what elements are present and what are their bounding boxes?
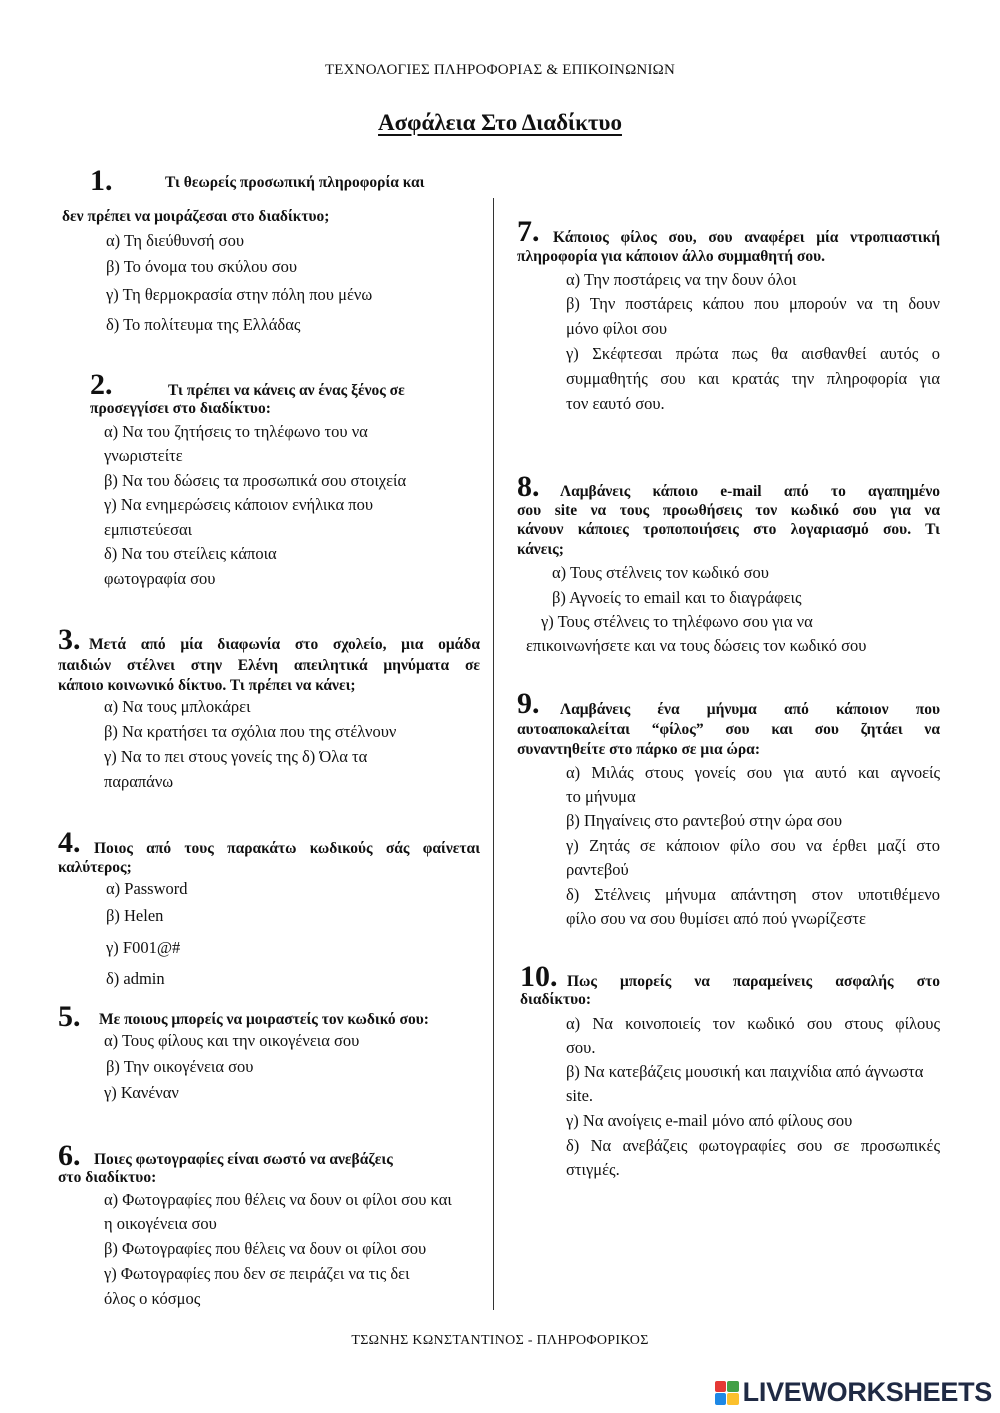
liveworksheets-logo-text: LIVEWORKSHEETS bbox=[742, 1377, 992, 1407]
logo-square bbox=[727, 1393, 739, 1405]
question-text: καλύτερος; bbox=[58, 859, 132, 876]
answer-option[interactable]: site. bbox=[566, 1086, 594, 1105]
question-text: διαδίκτυο: bbox=[520, 991, 592, 1008]
question-text: κάποιο κοινωνικό δίκτυο. Τι πρέπει να κάνει; bbox=[58, 677, 356, 694]
question-text: αυτοαποκαλείται “φίλος” σου και σου ζητάει να bbox=[517, 721, 940, 738]
question-text: Τι πρέπει να κάνεις αν ένας ξένος σε bbox=[168, 382, 405, 399]
answer-option[interactable]: α) Password bbox=[106, 879, 188, 898]
logo-square bbox=[727, 1381, 739, 1393]
answer-option[interactable]: β) Helen bbox=[106, 906, 164, 925]
answer-option[interactable]: α) Να κοινοποιείς τον κωδικό σου στους φίλους bbox=[566, 1014, 940, 1033]
answer-option[interactable]: επικοινωνήσετε και να τους δώσεις τον κωδικό σου bbox=[526, 636, 867, 655]
answer-option[interactable]: τον εαυτό σου. bbox=[566, 394, 665, 413]
answer-option[interactable]: α) Να του ζητήσεις το τηλέφωνο του να bbox=[104, 422, 368, 441]
answer-option[interactable]: γ) Σκέφτεσαι πρώτα πως θα αισθανθεί αυτός ο bbox=[566, 344, 940, 363]
question-number: 2. bbox=[90, 368, 113, 401]
question-number: 4. bbox=[58, 826, 81, 859]
question-number: 5. bbox=[58, 1000, 81, 1033]
answer-option[interactable]: εμπιστεύεσαι bbox=[104, 520, 193, 539]
question-text: Ποιος από τους παρακάτω κωδικούς σάς φαίνεται bbox=[94, 840, 480, 857]
question-text: προσεγγίσει στο διαδίκτυο: bbox=[90, 400, 271, 417]
answer-option[interactable]: γ) Ζητάς σε κάποιον φίλο σου να έρθει μαζί στο bbox=[566, 836, 940, 855]
question-text: παιδιών στέλνει στην Ελένη απειλητικά μηνύματα σε bbox=[58, 657, 480, 674]
question-number: 7. bbox=[517, 215, 540, 248]
question-text: Λαμβάνεις κάποιο e-mail από το αγαπημένο bbox=[560, 483, 940, 500]
answer-option[interactable]: όλος ο κόσμος bbox=[104, 1289, 201, 1308]
answer-option[interactable]: δ) Το πολίτευμα της Ελλάδας bbox=[106, 315, 301, 334]
answer-option[interactable]: β) Φωτογραφίες που θέλεις να δουν οι φίλοι σου bbox=[104, 1239, 427, 1258]
question-text: στο διαδίκτυο: bbox=[58, 1169, 157, 1186]
question-number: 3. bbox=[58, 623, 81, 656]
page-title bbox=[0, 110, 1000, 136]
answer-option[interactable]: β) Την ποστάρεις κάπου που μπορούν να τη δουν bbox=[566, 294, 940, 313]
question-text: Τι θεωρείς προσωπική πληροφορία και bbox=[165, 174, 425, 191]
answer-option[interactable]: σου. bbox=[566, 1038, 596, 1057]
question-number: 9. bbox=[517, 687, 540, 720]
answer-option[interactable]: γ) Φωτογραφίες που δεν σε πειράζει να τις δει bbox=[104, 1264, 410, 1283]
liveworksheets-logo[interactable] bbox=[715, 1379, 992, 1406]
answer-option[interactable]: β) Πηγαίνεις στο ραντεβού στην ώρα σου bbox=[566, 811, 843, 830]
question-text: κάνεις; bbox=[517, 541, 564, 558]
question-text: Μετά από μία διαφωνία στο σχολείο, μια ομάδα bbox=[89, 636, 480, 653]
answer-option[interactable]: μόνο φίλοι σου bbox=[566, 319, 668, 338]
question-text: κάνουν κάποιες τροποποιήσεις στο λογαριασμό σου. Τι bbox=[517, 521, 940, 538]
answer-option[interactable]: β) Αγνοείς το email και το διαγράφεις bbox=[552, 588, 802, 607]
answer-option[interactable]: γ) Κανέναν bbox=[104, 1083, 179, 1102]
question-text: πληροφορία για κάποιον άλλο συμμαθητή σου. bbox=[517, 248, 826, 265]
answer-option[interactable]: δ) admin bbox=[106, 969, 165, 988]
answer-option[interactable]: α) Τους φίλους και την οικογένεια σου bbox=[104, 1031, 360, 1050]
question-text: Λαμβάνεις ένα μήνυμα από κάποιον που bbox=[560, 701, 940, 718]
answer-option[interactable]: α) Φωτογραφίες που θέλεις να δουν οι φίλοι σου και bbox=[104, 1190, 452, 1209]
question-number: 10. bbox=[520, 960, 558, 993]
answer-option[interactable]: το μήνυμα bbox=[566, 787, 636, 806]
answer-option[interactable]: α) Μιλάς στους γονείς σου για αυτό και αγνοείς bbox=[566, 763, 940, 782]
answer-option[interactable]: β) Να του δώσεις τα προσωπικά σου στοιχεία bbox=[104, 471, 407, 490]
page-title-text: Ασφάλεια Στο Διαδίκτυο bbox=[378, 110, 622, 135]
answer-option[interactable]: α) Τους στέλνεις τον κωδικό σου bbox=[552, 563, 769, 582]
logo-square bbox=[715, 1393, 727, 1405]
answer-option[interactable]: συμμαθητής σου και κρατάς την πληροφορία για bbox=[566, 369, 940, 388]
answer-option[interactable]: δ) Στέλνεις μήνυμα απάντηση στον υποτιθέμενο bbox=[566, 885, 940, 904]
answer-option[interactable]: φίλο σου να σου θυμίσει από πού γνωρίζεστε bbox=[566, 909, 866, 928]
answer-option[interactable]: β) Την οικογένεια σου bbox=[106, 1057, 254, 1076]
answer-option[interactable]: γ) F001@# bbox=[106, 938, 181, 957]
answer-option[interactable]: γ) Να ενημερώσεις κάποιον ενήλικα που bbox=[104, 495, 374, 514]
question-text: Πως μπορείς να παραμείνεις ασφαλής στο bbox=[567, 973, 940, 990]
question-text: Με ποιους μπορείς να μοιραστείς τον κωδικό σου: bbox=[99, 1011, 429, 1028]
question-text: Κάποιος φίλος σου, σου αναφέρει μία ντροπιαστική bbox=[553, 229, 940, 246]
answer-option[interactable]: στιγμές. bbox=[566, 1160, 620, 1179]
answer-option[interactable]: β) Να κρατήσει τα σχόλια που της στέλνουν bbox=[104, 722, 397, 741]
answer-option[interactable]: ραντεβού bbox=[566, 860, 629, 879]
answer-option[interactable]: γ) Να το πει στους γονείς της δ) Όλα τα bbox=[104, 747, 368, 766]
answer-option[interactable]: γνωριστείτε bbox=[104, 446, 183, 465]
liveworksheets-logo-icon bbox=[715, 1381, 739, 1405]
answer-option[interactable]: β) Το όνομα του σκύλου σου bbox=[106, 257, 298, 276]
answer-option[interactable]: γ) Τους στέλνεις το τηλέφωνο σου για να bbox=[541, 612, 813, 631]
page-header: ΤΕΧΝΟΛΟΓΙΕΣ ΠΛΗΡΟΦΟΡΙΑΣ & ΕΠΙΚΟΙΝΩΝΙΩΝ bbox=[324, 62, 676, 78]
logo-square bbox=[715, 1381, 727, 1393]
answer-option[interactable]: γ) Να ανοίγεις e-mail μόνο από φίλους σου bbox=[566, 1111, 853, 1130]
answer-option[interactable]: α) Τη διεύθυνσή σου bbox=[106, 231, 244, 250]
answer-option[interactable]: β) Να κατεβάζεις μουσική και παιχνίδια από άγνωστα bbox=[566, 1062, 924, 1081]
answer-option[interactable]: φωτογραφία σου bbox=[104, 569, 216, 588]
question-text: σου site να τους προωθήσεις τον κωδικό σου για να bbox=[517, 502, 940, 519]
question-text: Ποιες φωτογραφίες είναι σωστό να ανεβάζεις bbox=[94, 1151, 393, 1168]
question-number: 1. bbox=[90, 164, 113, 197]
answer-option[interactable]: δ) Να του στείλεις κάποια bbox=[104, 544, 277, 563]
answer-option[interactable]: η οικογένεια σου bbox=[104, 1214, 217, 1233]
answer-option[interactable]: α) Να τους μπλοκάρει bbox=[104, 697, 251, 716]
page-footer: ΤΣΩΝΗΣ ΚΩΝΣΤΑΝΤΙΝΟΣ - ΠΛΗΡΟΦΟΡΙΚΟΣ bbox=[351, 1333, 649, 1348]
answer-option[interactable]: παραπάνω bbox=[104, 772, 174, 791]
question-text: δεν πρέπει να μοιράζεσαι στο διαδίκτυο; bbox=[62, 208, 330, 225]
question-text: συναντηθείτε στο πάρκο σε μια ώρα: bbox=[517, 741, 760, 758]
answer-option[interactable]: δ) Να ανεβάζεις φωτογραφίες σου σε προσωπικές bbox=[566, 1136, 940, 1155]
answer-option[interactable]: α) Την ποστάρεις να την δουν όλοι bbox=[566, 270, 797, 289]
answer-option[interactable]: γ) Τη θερμοκρασία στην πόλη που μένω bbox=[106, 285, 373, 304]
column-divider bbox=[493, 198, 494, 1310]
question-number: 8. bbox=[517, 470, 540, 503]
question-number: 6. bbox=[58, 1139, 81, 1172]
